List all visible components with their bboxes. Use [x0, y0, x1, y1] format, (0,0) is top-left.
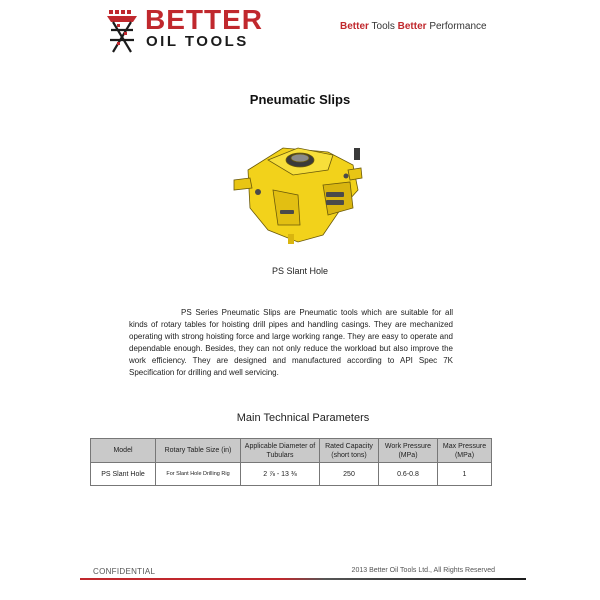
product-description — [129, 307, 453, 379]
cell-rotary-table-size: For Slant Hole Drilling Rig — [156, 463, 241, 486]
tagline-text-1: Tools — [368, 21, 398, 32]
brand-name-line2: OIL TOOLS — [146, 33, 249, 50]
cell-applicable-diameter: 2 ⅞ - 13 ⅜ — [241, 463, 320, 486]
header-rated-capacity: Rated Capacity (short tons) — [320, 439, 379, 463]
description-text: PS Series Pneumatic Slips are Pneumatic tools which are suitable for all kinds of rotary tables for hoisting drill pipes and handling casings. They are mechanized operating with strong hoisting force and large working range. They are easy to operate and dependable enough. Besides, they can not only reduce the workload but also improve the work efficiency. They are designed and manufactured according to API Spec 7K Specification for drilling and well servicing. — [129, 308, 453, 377]
tagline — [340, 21, 487, 32]
footer-confidential: CONFIDENTIAL — [93, 567, 156, 576]
page-title: Pneumatic Slips — [249, 92, 351, 107]
product-caption: PS Slant Hole — [271, 266, 329, 276]
table-row — [91, 463, 492, 486]
parameters-table — [90, 438, 492, 486]
header-model: Model — [91, 439, 156, 463]
header-rotary-table-size: Rotary Table Size (in) — [156, 439, 241, 463]
cell-work-pressure: 0.6-0.8 — [379, 463, 438, 486]
tagline-better-2: Better — [397, 21, 427, 32]
footer-copyright: 2013 Better Oil Tools Ltd., All Rights Reserved — [351, 567, 495, 574]
company-logo-icon — [105, 8, 145, 56]
header-applicable-diameter: Applicable Diameter of Tubulars — [241, 439, 320, 463]
table-header-row — [91, 439, 492, 463]
cell-model: PS Slant Hole — [91, 463, 156, 486]
header-work-pressure: Work Pressure (MPa) — [379, 439, 438, 463]
cell-rated-capacity: 250 — [320, 463, 379, 486]
tagline-better-1: Better — [340, 21, 369, 32]
parameters-heading: Main Technical Parameters — [236, 412, 370, 424]
pneumatic-slips-image — [228, 130, 368, 250]
footer-divider — [80, 578, 526, 580]
header-max-pressure: Max Pressure (MPa) — [438, 439, 492, 463]
brand-name-line1: BETTER — [145, 4, 263, 35]
cell-max-pressure: 1 — [438, 463, 492, 486]
tagline-text-2: Performance — [426, 21, 487, 32]
